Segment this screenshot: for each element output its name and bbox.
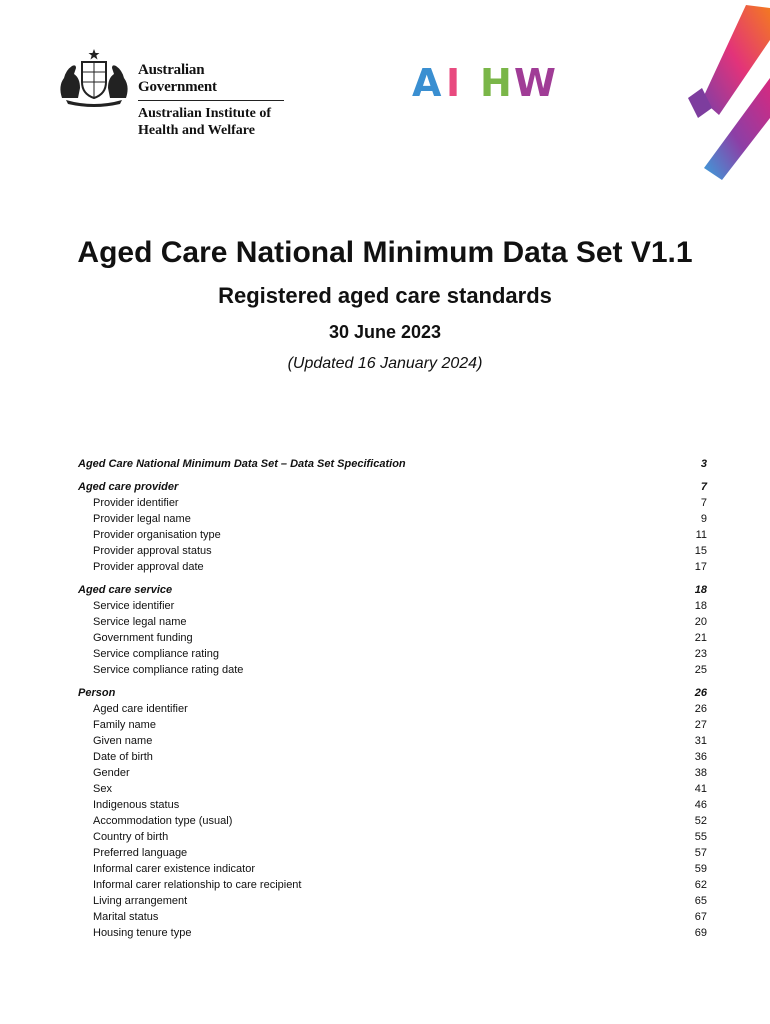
- toc-entry-label: Aged care identifier: [93, 703, 188, 715]
- toc-entry-label: Informal carer existence indicator: [93, 863, 256, 875]
- toc-entry-label: Housing tenure type: [93, 927, 192, 939]
- toc-section-heading[interactable]: [78, 685, 707, 701]
- toc-item[interactable]: [78, 829, 707, 845]
- toc-entry-page: 11: [695, 529, 707, 541]
- toc-entry-page: 20: [694, 616, 707, 628]
- document-title: Aged Care National Minimum Data Set V1.1: [77, 236, 693, 269]
- aihw-logo-letter: H: [480, 61, 512, 105]
- agency-name-line1: Australian Institute of: [138, 106, 272, 121]
- toc-item[interactable]: [78, 893, 707, 909]
- toc-entry-label: Provider identifier: [93, 497, 179, 509]
- toc-item[interactable]: [78, 813, 707, 829]
- toc-item[interactable]: [78, 877, 707, 893]
- toc-entry-label: Given name: [93, 735, 153, 747]
- toc-entry-page: 69: [694, 927, 707, 939]
- toc-entry-page: 62: [694, 879, 707, 891]
- toc-entry-page: 21: [694, 632, 707, 644]
- toc-item[interactable]: [78, 845, 707, 861]
- toc-item[interactable]: [78, 781, 707, 797]
- toc-entry-page: 59: [694, 863, 707, 875]
- aihw-logo: [408, 61, 556, 105]
- toc-item[interactable]: [78, 733, 707, 749]
- toc-entry-page: 67: [694, 911, 707, 923]
- toc-entry-page: 31: [694, 735, 707, 747]
- toc-entry-label: Gender: [93, 767, 130, 779]
- toc-section-heading[interactable]: [78, 582, 707, 598]
- toc-entry-label: Accommodation type (usual): [93, 815, 233, 827]
- toc-item[interactable]: [78, 559, 707, 575]
- toc-entry-label: Service compliance rating date: [93, 664, 244, 676]
- toc-item[interactable]: [78, 543, 707, 559]
- toc-entry-label: Service identifier: [93, 600, 175, 612]
- toc-section-heading[interactable]: [78, 479, 707, 495]
- toc-entry-label: Sex: [93, 783, 112, 795]
- toc-item[interactable]: [78, 511, 707, 527]
- toc-item[interactable]: [78, 925, 707, 941]
- toc-entry-page: 23: [694, 648, 707, 660]
- toc-entry-label: Preferred language: [93, 847, 188, 859]
- table-of-contents: [78, 456, 707, 941]
- toc-item[interactable]: [78, 701, 707, 717]
- toc-entry-label: Service compliance rating: [93, 648, 219, 660]
- toc-entry-label: Marital status: [93, 911, 159, 923]
- toc-entry-label: Aged Care National Minimum Data Set – Data Set Specification: [78, 458, 406, 470]
- toc-entry-label: Informal carer relationship to care recipient: [93, 879, 302, 891]
- aihw-logo-letter: A: [412, 61, 442, 105]
- toc-item[interactable]: [78, 495, 707, 511]
- toc-entry-page: 26: [694, 703, 707, 715]
- toc-entry-page: 7: [700, 497, 707, 509]
- toc-item[interactable]: [78, 749, 707, 765]
- updated-date: (Updated 16 January 2024): [287, 355, 483, 372]
- toc-entry-label: Date of birth: [93, 751, 153, 763]
- toc-entry-label: Provider approval status: [93, 545, 212, 557]
- toc-entry-label: Provider approval date: [93, 561, 204, 573]
- toc-entry-page: 26: [694, 687, 707, 699]
- government-text: [138, 62, 284, 139]
- gov-name: Australian Government: [138, 62, 284, 101]
- decorative-stripes-icon: [684, 0, 770, 190]
- toc-item[interactable]: [78, 861, 707, 877]
- toc-entry-label: Family name: [93, 719, 156, 731]
- toc-entry-page: 41: [694, 783, 707, 795]
- toc-item[interactable]: [78, 909, 707, 925]
- toc-entry-label: Living arrangement: [93, 895, 188, 907]
- toc-entry-label: Aged care provider: [78, 481, 179, 493]
- toc-entry-page: 15: [694, 545, 707, 557]
- toc-entry-page: 46: [694, 799, 707, 811]
- government-logo: [56, 46, 296, 138]
- toc-item[interactable]: [78, 630, 707, 646]
- toc-entry-label: Indigenous status: [93, 799, 180, 811]
- toc-item[interactable]: [78, 614, 707, 630]
- toc-entry-page: 36: [694, 751, 707, 763]
- toc-entry-label: Provider organisation type: [93, 529, 221, 541]
- toc-item[interactable]: [78, 662, 707, 678]
- coat-of-arms-icon: [56, 48, 132, 110]
- toc-entry-label: Government funding: [93, 632, 193, 644]
- document-subtitle: Registered aged care standards: [218, 283, 552, 308]
- aihw-logo-letter: I: [446, 61, 461, 105]
- toc-entry-page: 18: [694, 600, 707, 612]
- toc-item[interactable]: [78, 797, 707, 813]
- toc-entry-page: 3: [700, 458, 707, 470]
- toc-item[interactable]: [78, 527, 707, 543]
- toc-spec-entry[interactable]: [78, 456, 707, 472]
- toc-entry-label: Person: [78, 687, 116, 699]
- toc-entry-page: 52: [694, 815, 707, 827]
- document-date: 30 June 2023: [328, 322, 442, 342]
- toc-entry-label: Country of birth: [93, 831, 169, 843]
- toc-item[interactable]: [78, 646, 707, 662]
- toc-entry-page: 38: [694, 767, 707, 779]
- toc-entry-label: Provider legal name: [93, 513, 191, 525]
- toc-entry-page: 9: [700, 513, 707, 525]
- toc-item[interactable]: [78, 717, 707, 733]
- toc-entry-page: 18: [694, 584, 707, 596]
- toc-entry-label: Aged care service: [78, 584, 173, 596]
- toc-item[interactable]: [78, 765, 707, 781]
- toc-entry-page: 25: [694, 664, 707, 676]
- aihw-logo-letter: W: [514, 61, 556, 105]
- toc-entry-page: 65: [694, 895, 707, 907]
- toc-entry-label: Service legal name: [93, 616, 187, 628]
- toc-entry-page: 7: [700, 481, 707, 493]
- toc-entry-page: 27: [694, 719, 707, 731]
- toc-item[interactable]: [78, 598, 707, 614]
- toc-entry-page: 17: [694, 561, 707, 573]
- agency-name-line2: Health and Welfare: [138, 123, 255, 138]
- toc-entry-page: 57: [694, 847, 707, 859]
- toc-entry-page: 55: [694, 831, 707, 843]
